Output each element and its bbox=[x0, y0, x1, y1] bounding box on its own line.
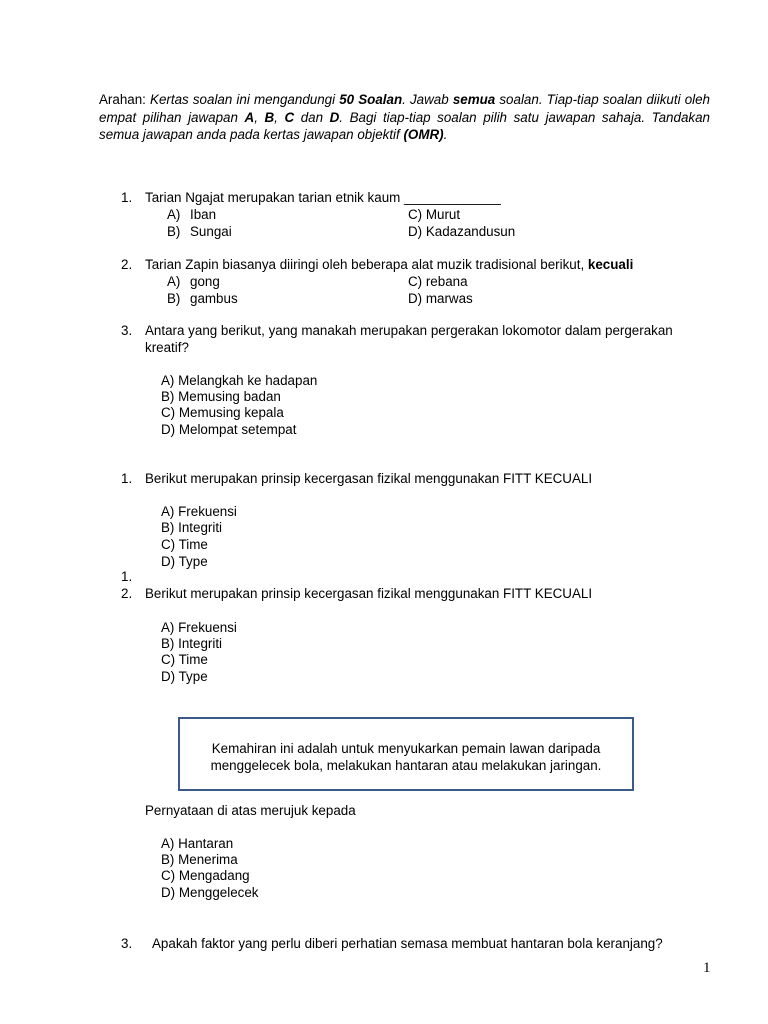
option-b: B) Integriti bbox=[161, 636, 223, 651]
question-text: Berikut merupakan prinsip kecergasan fizikal menggunakan FITT KECUALI bbox=[145, 586, 593, 601]
instructions-part-1: Kertas soalan ini mengandungi bbox=[150, 92, 340, 107]
period: . bbox=[443, 127, 448, 142]
question-number: 2. bbox=[121, 257, 133, 272]
option-b: gambus bbox=[190, 291, 238, 306]
option-a: A) Frekuensi bbox=[161, 504, 237, 519]
option-b: B) Memusing badan bbox=[161, 389, 281, 404]
option-c: C) Murut bbox=[408, 207, 461, 222]
option-c: C) Mengadang bbox=[161, 868, 250, 883]
except-keyword: kecuali bbox=[587, 257, 634, 272]
conjunction: dan bbox=[294, 109, 330, 125]
option-letter-c: C bbox=[284, 109, 295, 125]
option-a-letter: A) bbox=[167, 207, 181, 222]
option-a: Iban bbox=[190, 207, 217, 222]
option-letter-d: D bbox=[329, 109, 340, 125]
option-d: D) Type bbox=[161, 554, 208, 569]
instructions-part-3: soalan. Tiap-tiap soalan diikuti oleh empat pilihan jawapan bbox=[99, 92, 711, 125]
question-text: Tarian Ngajat merupakan tarian etnik kaum _____________ bbox=[145, 190, 501, 205]
option-d: D) Kadazandusun bbox=[408, 224, 516, 239]
question-number: 3. bbox=[121, 323, 133, 338]
option-b: B) Integriti bbox=[161, 520, 223, 535]
option-a: A) Hantaran bbox=[161, 836, 234, 851]
option-d: D) marwas bbox=[408, 291, 473, 306]
option-b: B) Menerima bbox=[161, 852, 238, 867]
question-text-line-1: Antara yang berikut, yang manakah merupakan pergerakan lokomotor dalam pergerakan bbox=[145, 323, 673, 338]
question-text-main: Tarian Zapin biasanya diiringi oleh beberapa alat muzik tradisional berikut, bbox=[145, 257, 588, 272]
option-c: C) Time bbox=[161, 537, 208, 552]
option-b-letter: B) bbox=[167, 291, 181, 306]
option-a: A) Melangkah ke hadapan bbox=[161, 373, 318, 388]
omr-label: (OMR) bbox=[403, 127, 444, 142]
option-a: A) Frekuensi bbox=[161, 620, 237, 635]
separator: , bbox=[274, 109, 285, 125]
option-d: D) Menggelecek bbox=[161, 885, 259, 900]
instructions-label: Arahan: bbox=[99, 92, 151, 107]
instructions-all: semua bbox=[452, 92, 496, 107]
option-c: C) Time bbox=[161, 652, 208, 667]
question-text-line-2: kreatif? bbox=[145, 340, 189, 355]
option-letter-b: B bbox=[264, 109, 275, 125]
question-number: 2. bbox=[121, 586, 133, 601]
option-letter-a: A bbox=[244, 109, 255, 125]
option-a: gong bbox=[190, 274, 220, 289]
instructions-part-2: . Jawab bbox=[402, 92, 453, 107]
question-text: Berikut merupakan prinsip kecergasan fizikal menggunakan FITT KECUALI bbox=[145, 471, 593, 486]
option-b: Sungai bbox=[190, 224, 232, 239]
empty-question-number: 1. bbox=[121, 569, 133, 584]
option-a-letter: A) bbox=[167, 274, 181, 289]
separator: , bbox=[254, 109, 265, 125]
statement-line-2: menggelecek bola, melakukan hantaran atau melakukan jaringan. bbox=[210, 758, 602, 773]
instructions-part-4: . Bagi tiap-tiap soalan pilih satu jawapan sahaja. Tandakan semua jawapan anda pada kertas jawapan objektif bbox=[99, 109, 710, 142]
option-c: C) Memusing kepala bbox=[161, 405, 284, 420]
question-text: Pernyataan di atas merujuk kepada bbox=[145, 803, 356, 818]
question-number: 1. bbox=[121, 190, 133, 205]
question-number: 1. bbox=[121, 471, 133, 486]
statement-line-1: Kemahiran ini adalah untuk menyukarkan pemain lawan daripada bbox=[211, 741, 601, 756]
option-d: D) Melompat setempat bbox=[161, 422, 297, 437]
question-text: Apakah faktor yang perlu diberi perhatian semasa membuat hantaran bola keranjang? bbox=[152, 936, 663, 951]
question-number: 3. bbox=[121, 936, 133, 951]
question-count: 50 Soalan bbox=[339, 92, 403, 107]
statement-box bbox=[178, 717, 634, 791]
page-number: 1 bbox=[703, 960, 711, 976]
option-d: D) Type bbox=[161, 669, 208, 684]
option-b-letter: B) bbox=[167, 224, 181, 239]
instructions bbox=[99, 91, 710, 144]
option-c: C) rebana bbox=[408, 274, 468, 289]
question-text bbox=[145, 257, 633, 274]
